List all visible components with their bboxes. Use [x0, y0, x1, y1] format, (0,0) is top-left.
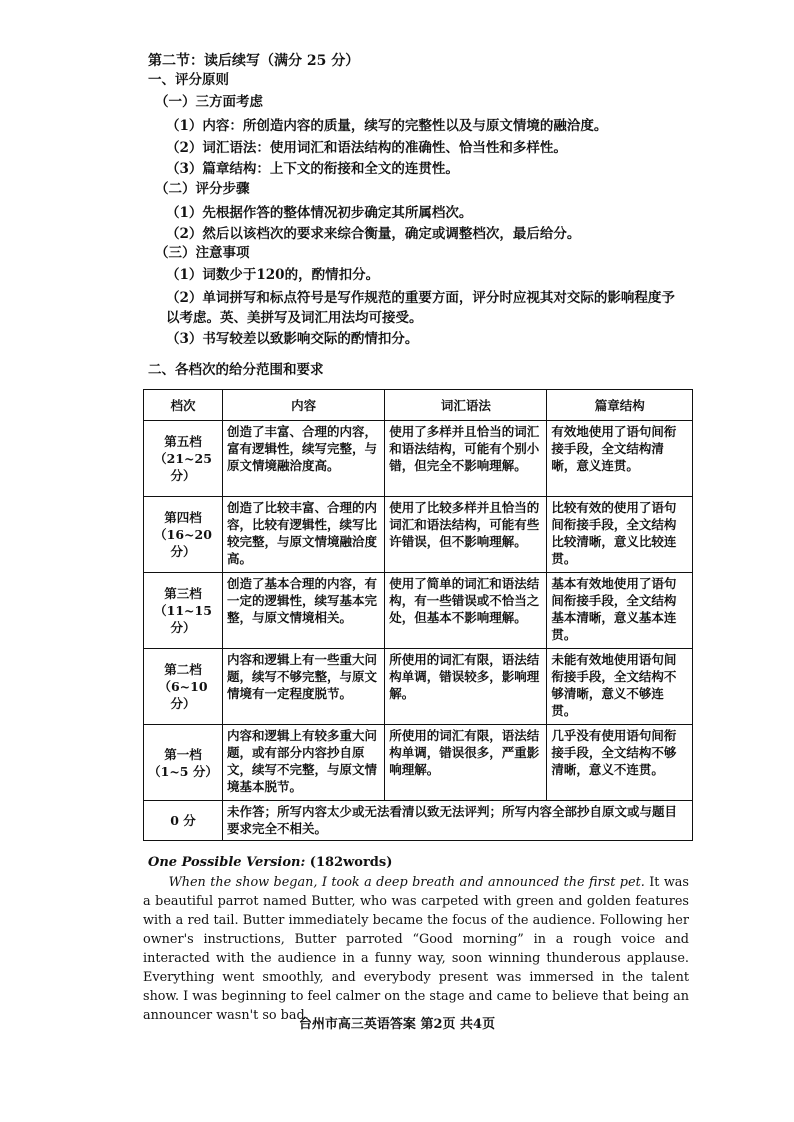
structure-cell: 有效地使用了语句间衔接手段，全文结构清晰，意义连贯。: [547, 421, 693, 497]
sub1-item-1: （1）内容：所创造内容的质量，续写的完整性以及与原文情境的融洽度。: [166, 118, 608, 134]
sub3-item-3: （3）书写较差以致影响交际的酌情扣分。: [166, 331, 419, 347]
sample-heading: [148, 855, 392, 870]
level-range: （1~5 分）: [148, 763, 218, 779]
vocab-cell: 使用了多样并且恰当的词汇和语法结构，可能有个别小错，但完全不影响理解。: [385, 421, 547, 497]
table-row: [144, 725, 693, 801]
part2-heading: 二、各档次的给分范围和要求: [148, 362, 324, 378]
header-content: 内容: [223, 390, 385, 421]
level-cell: [144, 497, 223, 573]
level-name: 第四档: [164, 510, 202, 525]
content-cell: 创造了比较丰富、合理的内容，比较有逻辑性，续写比较完整，与原文情境融洽度高。: [223, 497, 385, 573]
sample-essay: [143, 873, 689, 1025]
level-range: （16~20 分）: [154, 527, 212, 559]
vocab-cell: 使用了简单的词汇和语法结构，有一些错误或不恰当之处，但基本不影响理解。: [385, 573, 547, 649]
level-range: （6~10 分）: [158, 679, 208, 711]
sample-word-count: (182words): [305, 855, 393, 870]
table-row: [144, 497, 693, 573]
level-range: （21~25 分）: [154, 451, 212, 483]
sample-label: One Possible Version:: [148, 855, 306, 870]
table-row: [144, 649, 693, 725]
level-name: 第五档: [164, 434, 202, 449]
sub2-heading: （二）评分步骤: [155, 181, 250, 197]
content-cell: 创造了丰富、合理的内容，富有逻辑性，续写完整，与原文情境融洽度高。: [223, 421, 385, 497]
vocab-cell: 使用了比较多样并且恰当的词汇和语法结构，可能有些许错误，但不影响理解。: [385, 497, 547, 573]
section-title: 第二节：读后续写（满分 25 分）: [148, 53, 360, 69]
scoring-table: [143, 389, 693, 841]
sub2-item-1: （1）先根据作答的整体情况初步确定其所属档次。: [166, 205, 473, 221]
zero-level-cell: 0 分: [144, 801, 223, 841]
level-range: （11~15 分）: [154, 603, 212, 635]
level-name: 第三档: [164, 586, 202, 601]
part1-heading: 一、评分原则: [148, 72, 229, 88]
table-row-zero: [144, 801, 693, 841]
essay-body: It was a beautiful parrot named Butter, who was carpeted with green and golden features with a red tail. Butter immediately became the focus of the audience. Following her owner's instructions, Butter parroted “Good morning” in a rough voice and interacted with the audience in a funny way, soon winning thunderous applause. Everything went smoothly, and everybody present was immersed in the talent show. I was beginning to feel calmer on the stage and came to believe that being an announcer wasn't so bad.: [143, 875, 689, 1023]
level-cell: [144, 725, 223, 801]
structure-cell: 几乎没有使用语句间衔接手段，全文结构不够清晰，意义不连贯。: [547, 725, 693, 801]
structure-cell: 未能有效地使用语句间衔接手段，全文结构不够清晰，意义不够连贯。: [547, 649, 693, 725]
page-footer: 台州市高三英语答案 第2页 共4页: [298, 1017, 496, 1032]
level-cell: [144, 649, 223, 725]
vocab-cell: 所使用的词汇有限，语法结构单调，错误很多，严重影响理解。: [385, 725, 547, 801]
sub1-item-2: （2）词汇语法：使用词汇和语法结构的准确性、恰当性和多样性。: [166, 140, 567, 156]
header-level: 档次: [144, 390, 223, 421]
sub1-heading: （一）三方面考虑: [155, 94, 263, 110]
header-structure: 篇章结构: [547, 390, 693, 421]
table-row: [144, 573, 693, 649]
table-row: [144, 421, 693, 497]
level-cell: [144, 573, 223, 649]
level-cell: [144, 421, 223, 497]
sub2-item-2: （2）然后以该档次的要求来综合衡量，确定或调整档次，最后给分。: [166, 226, 581, 242]
content-cell: 内容和逻辑上有较多重大问题，或有部分内容抄自原文，续写不完整，与原文情境基本脱节。: [223, 725, 385, 801]
sub3-item-1: （1）词数少于120的，酌情扣分。: [166, 267, 380, 283]
level-name: 第二档: [164, 662, 202, 677]
sub3-heading: （三）注意事项: [155, 245, 250, 261]
table-header-row: [144, 390, 693, 421]
structure-cell: 基本有效地使用了语句间衔接手段，全文结构基本清晰，意义基本连贯。: [547, 573, 693, 649]
header-vocab: 词汇语法: [385, 390, 547, 421]
sub3-item-2: （2）单词拼写和标点符号是写作规范的重要方面，评分时应视其对交际的影响程度予以考虑。英、美拼写及词汇用法均可接受。: [166, 290, 675, 326]
sub1-item-3: （3）篇章结构：上下文的衔接和全文的连贯性。: [166, 161, 459, 177]
content-cell: 内容和逻辑上有一些重大问题，续写不够完整，与原文情境有一定程度脱节。: [223, 649, 385, 725]
zero-desc-cell: 未作答；所写内容太少或无法看清以致无法评判；所写内容全部抄自原文或与题目要求完全不相关。: [223, 801, 693, 841]
content-cell: 创造了基本合理的内容，有一定的逻辑性，续写基本完整，与原文情境相关。: [223, 573, 385, 649]
level-name: 第一档: [164, 746, 202, 762]
essay-first-sentence: When the show began, I took a deep breath and announced the first pet.: [168, 875, 645, 890]
vocab-cell: 所使用的词汇有限，语法结构单调，错误较多，影响理解。: [385, 649, 547, 725]
structure-cell: 比较有效的使用了语句间衔接手段，全文结构比较清晰，意义比较连贯。: [547, 497, 693, 573]
